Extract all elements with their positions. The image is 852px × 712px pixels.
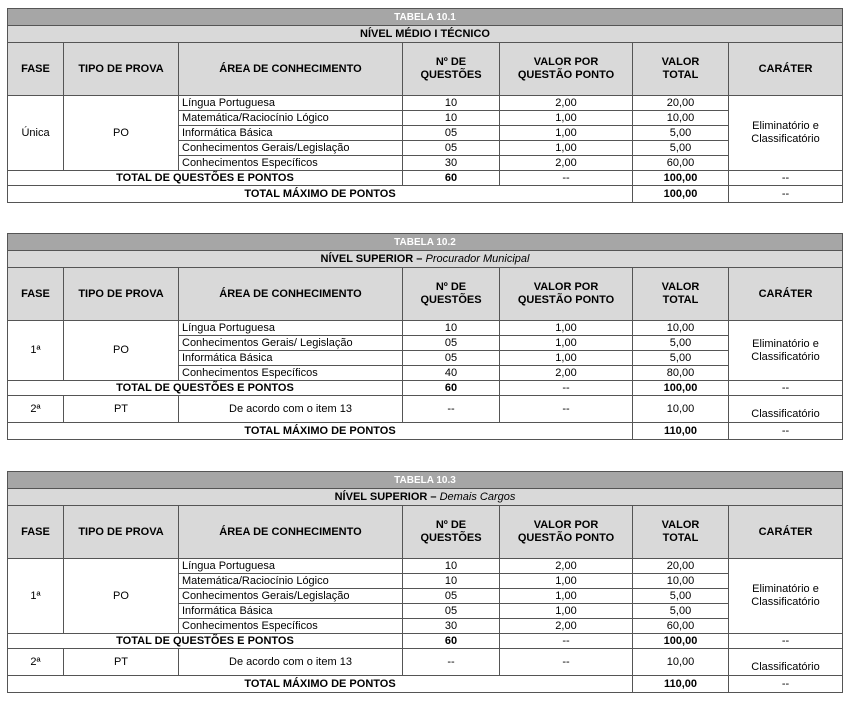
tipo-cell: PO bbox=[64, 559, 179, 634]
header-area: ÁREA DE CONHECIMENTO bbox=[179, 43, 403, 96]
header-questoes: Nº DE QUESTÕES bbox=[403, 506, 500, 559]
max-carater: -- bbox=[729, 186, 843, 203]
valor-cell: 1,00 bbox=[500, 574, 633, 589]
questoes-cell: 30 bbox=[403, 619, 500, 634]
valor-cell: 1,00 bbox=[500, 589, 633, 604]
area-cell: Informática Básica bbox=[179, 351, 403, 366]
area-cell: Conhecimentos Gerais/Legislação bbox=[179, 589, 403, 604]
totals-carater: -- bbox=[729, 381, 843, 396]
header-tipo: TIPO DE PROVA bbox=[64, 506, 179, 559]
totals-label: TOTAL DE QUESTÕES E PONTOS bbox=[8, 634, 403, 649]
area-cell: Conhecimentos Gerais/ Legislação bbox=[179, 336, 403, 351]
valor-cell: 1,00 bbox=[500, 351, 633, 366]
max-carater: -- bbox=[729, 676, 843, 693]
total-cell: 10,00 bbox=[633, 574, 729, 589]
totals-questoes: 60 bbox=[403, 381, 500, 396]
tipo-cell: PO bbox=[64, 96, 179, 171]
table-10-1 bbox=[7, 8, 843, 203]
table-row bbox=[8, 321, 843, 336]
total-cell: 20,00 bbox=[633, 559, 729, 574]
area-cell: Informática Básica bbox=[179, 126, 403, 141]
carater-cell: Classificatório bbox=[729, 396, 843, 423]
table-title: TABELA 10.3 bbox=[8, 472, 843, 489]
valor-cell: 1,00 bbox=[500, 111, 633, 126]
questoes-cell: 10 bbox=[403, 96, 500, 111]
totals-questoes: 60 bbox=[403, 634, 500, 649]
valor-cell: -- bbox=[500, 649, 633, 676]
valor-cell: 1,00 bbox=[500, 604, 633, 619]
table-title: TABELA 10.1 bbox=[8, 9, 843, 26]
totals-total: 100,00 bbox=[633, 634, 729, 649]
area-cell: Conhecimentos Específicos bbox=[179, 619, 403, 634]
total-cell: 5,00 bbox=[633, 141, 729, 156]
header-row bbox=[8, 268, 843, 321]
header-area: ÁREA DE CONHECIMENTO bbox=[179, 506, 403, 559]
total-cell: 5,00 bbox=[633, 336, 729, 351]
header-carater: CARÁTER bbox=[729, 506, 843, 559]
questoes-cell: 05 bbox=[403, 141, 500, 156]
questoes-cell: 05 bbox=[403, 589, 500, 604]
pt-row bbox=[8, 649, 843, 676]
total-cell: 10,00 bbox=[633, 111, 729, 126]
pt-row bbox=[8, 396, 843, 423]
totals-valor: -- bbox=[500, 634, 633, 649]
carater-cell: Eliminatório e Classificatório bbox=[729, 321, 843, 381]
total-cell: 5,00 bbox=[633, 589, 729, 604]
valor-cell: 2,00 bbox=[500, 559, 633, 574]
carater-cell: Classificatório bbox=[729, 649, 843, 676]
header-fase: FASE bbox=[8, 506, 64, 559]
table-subtitle: NÍVEL SUPERIOR – Demais Cargos bbox=[8, 489, 843, 506]
area-cell: Informática Básica bbox=[179, 604, 403, 619]
table-10-3 bbox=[7, 471, 843, 693]
questoes-cell: 10 bbox=[403, 111, 500, 126]
questoes-cell: 10 bbox=[403, 559, 500, 574]
max-row bbox=[8, 676, 843, 693]
totals-label: TOTAL DE QUESTÕES E PONTOS bbox=[8, 381, 403, 396]
valor-cell: 1,00 bbox=[500, 141, 633, 156]
header-tipo: TIPO DE PROVA bbox=[64, 43, 179, 96]
questoes-cell: 10 bbox=[403, 574, 500, 589]
header-fase: FASE bbox=[8, 43, 64, 96]
total-cell: 5,00 bbox=[633, 604, 729, 619]
header-valor: VALOR POR QUESTÃO PONTO bbox=[500, 506, 633, 559]
total-cell: 10,00 bbox=[633, 396, 729, 423]
area-cell: De acordo com o item 13 bbox=[179, 649, 403, 676]
max-carater: -- bbox=[729, 423, 843, 440]
totals-carater: -- bbox=[729, 634, 843, 649]
area-cell: Matemática/Raciocínio Lógico bbox=[179, 111, 403, 126]
carater-cell: Eliminatório e Classificatório bbox=[729, 96, 843, 171]
valor-cell: 2,00 bbox=[500, 366, 633, 381]
header-questoes: Nº DE QUESTÕES bbox=[403, 43, 500, 96]
fase-cell: 2ª bbox=[8, 396, 64, 423]
header-carater: CARÁTER bbox=[729, 268, 843, 321]
tipo-cell: PT bbox=[64, 396, 179, 423]
tipo-cell: PT bbox=[64, 649, 179, 676]
valor-cell: -- bbox=[500, 396, 633, 423]
totals-label: TOTAL DE QUESTÕES E PONTOS bbox=[8, 171, 403, 186]
max-total: 100,00 bbox=[633, 186, 729, 203]
totals-row bbox=[8, 381, 843, 396]
area-cell: De acordo com o item 13 bbox=[179, 396, 403, 423]
totals-valor: -- bbox=[500, 381, 633, 396]
max-label: TOTAL MÁXIMO DE PONTOS bbox=[8, 186, 633, 203]
fase-cell: 2ª bbox=[8, 649, 64, 676]
table-title: TABELA 10.2 bbox=[8, 234, 843, 251]
fase-cell: 1ª bbox=[8, 321, 64, 381]
total-cell: 5,00 bbox=[633, 351, 729, 366]
header-row bbox=[8, 506, 843, 559]
total-cell: 10,00 bbox=[633, 649, 729, 676]
table-subtitle: NÍVEL SUPERIOR – Procurador Municipal bbox=[8, 251, 843, 268]
valor-cell: 2,00 bbox=[500, 619, 633, 634]
questoes-cell: 05 bbox=[403, 351, 500, 366]
valor-cell: 1,00 bbox=[500, 126, 633, 141]
header-valor: VALOR POR QUESTÃO PONTO bbox=[500, 43, 633, 96]
max-total: 110,00 bbox=[633, 423, 729, 440]
valor-cell: 2,00 bbox=[500, 156, 633, 171]
area-cell: Conhecimentos Específicos bbox=[179, 366, 403, 381]
area-cell: Conhecimentos Específicos bbox=[179, 156, 403, 171]
total-cell: 60,00 bbox=[633, 619, 729, 634]
area-cell: Língua Portuguesa bbox=[179, 321, 403, 336]
area-cell: Língua Portuguesa bbox=[179, 559, 403, 574]
total-cell: 5,00 bbox=[633, 126, 729, 141]
header-tipo: TIPO DE PROVA bbox=[64, 268, 179, 321]
questoes-cell: 40 bbox=[403, 366, 500, 381]
totals-total: 100,00 bbox=[633, 171, 729, 186]
header-total: VALOR TOTAL bbox=[633, 268, 729, 321]
questoes-cell: 05 bbox=[403, 604, 500, 619]
max-label: TOTAL MÁXIMO DE PONTOS bbox=[8, 676, 633, 693]
area-cell: Língua Portuguesa bbox=[179, 96, 403, 111]
header-carater: CARÁTER bbox=[729, 43, 843, 96]
table-row bbox=[8, 559, 843, 574]
header-fase: FASE bbox=[8, 268, 64, 321]
questoes-cell: 05 bbox=[403, 336, 500, 351]
header-questoes: Nº DE QUESTÕES bbox=[403, 268, 500, 321]
fase-cell: 1ª bbox=[8, 559, 64, 634]
header-total: VALOR TOTAL bbox=[633, 506, 729, 559]
table-row bbox=[8, 96, 843, 111]
valor-cell: 2,00 bbox=[500, 96, 633, 111]
total-cell: 10,00 bbox=[633, 321, 729, 336]
totals-questoes: 60 bbox=[403, 171, 500, 186]
totals-carater: -- bbox=[729, 171, 843, 186]
table-subtitle: NÍVEL MÉDIO I TÉCNICO bbox=[8, 26, 843, 43]
header-row bbox=[8, 43, 843, 96]
fase-cell: Única bbox=[8, 96, 64, 171]
table-10-2 bbox=[7, 233, 843, 440]
questoes-cell: -- bbox=[403, 649, 500, 676]
area-cell: Matemática/Raciocínio Lógico bbox=[179, 574, 403, 589]
questoes-cell: 10 bbox=[403, 321, 500, 336]
carater-cell: Eliminatório e Classificatório bbox=[729, 559, 843, 634]
total-cell: 20,00 bbox=[633, 96, 729, 111]
total-cell: 80,00 bbox=[633, 366, 729, 381]
header-total: VALOR TOTAL bbox=[633, 43, 729, 96]
header-area: ÁREA DE CONHECIMENTO bbox=[179, 268, 403, 321]
total-cell: 60,00 bbox=[633, 156, 729, 171]
totals-total: 100,00 bbox=[633, 381, 729, 396]
questoes-cell: -- bbox=[403, 396, 500, 423]
max-row bbox=[8, 186, 843, 203]
valor-cell: 1,00 bbox=[500, 336, 633, 351]
max-total: 110,00 bbox=[633, 676, 729, 693]
questoes-cell: 05 bbox=[403, 126, 500, 141]
questoes-cell: 30 bbox=[403, 156, 500, 171]
totals-row bbox=[8, 634, 843, 649]
totals-valor: -- bbox=[500, 171, 633, 186]
area-cell: Conhecimentos Gerais/Legislação bbox=[179, 141, 403, 156]
max-row bbox=[8, 423, 843, 440]
max-label: TOTAL MÁXIMO DE PONTOS bbox=[8, 423, 633, 440]
header-valor: VALOR POR QUESTÃO PONTO bbox=[500, 268, 633, 321]
valor-cell: 1,00 bbox=[500, 321, 633, 336]
tipo-cell: PO bbox=[64, 321, 179, 381]
totals-row bbox=[8, 171, 843, 186]
